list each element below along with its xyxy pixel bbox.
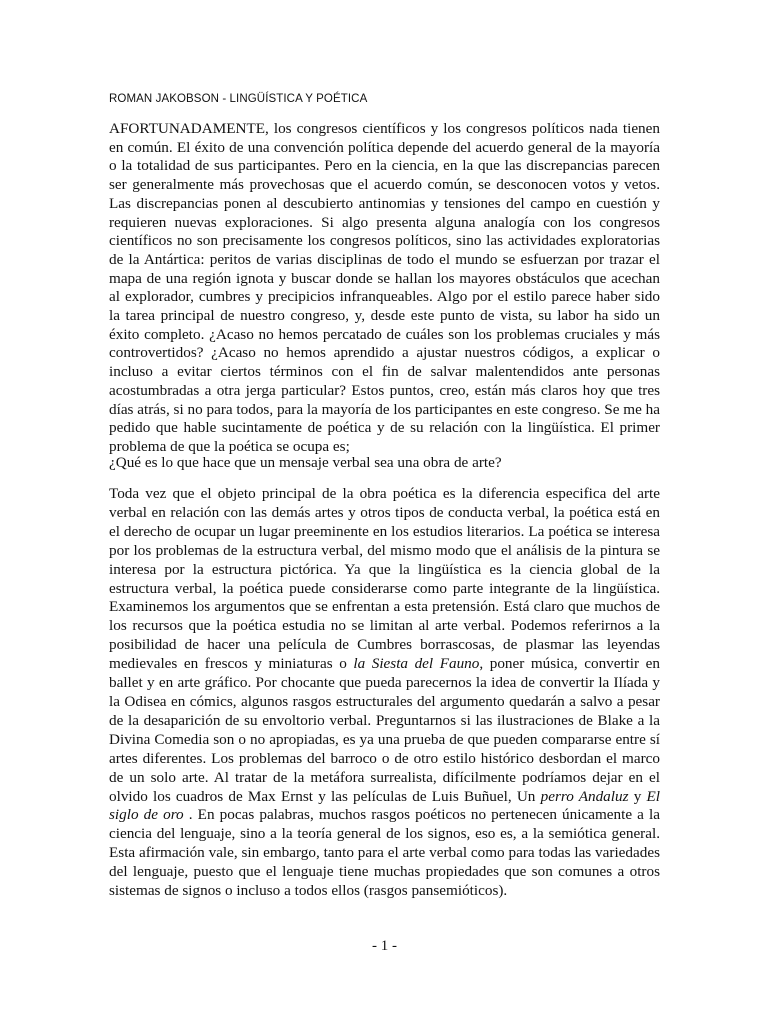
paragraph-intro: AFORTUNADAMENTE, los congresos científicos y los congresos políticos nada tienen en común. El éxito de una convención política depende del acuerdo general de la mayoría o la totalidad de sus participantes. Pero en la ciencia, en la que las discrepancias parecen ser generalmente más provechosas que el acuerdo común, se desconocen votos y vetos. Las discrepancias ponen al descubierto antinomias y tensiones del campo en cuestión y requieren nuevas exploraciones. Si algo presenta alguna analogía con los congresos científicos no son precisamente los congresos políticos, sino las actividades exploratorias de la Antártica: peritos de varias disciplinas de todo el mundo se esfuerzan por trazar el mapa de una región ignota y buscar donde se hallan los mayores obstáculos que acechan al explorador, cumbres y precipicios infranqueables. Algo por el estilo parece haber sido la tarea principal de nuestro congreso, y, desde este punto de vista, su labor ha sido un éxito completo. ¿Acaso no hemos percatado de cuáles son los problemas cruciales y más controvertidos? ¿Acaso no hemos aprendido a ajustar nuestros códigos, a explicar o incluso a evitar ciertos términos con el fin de salvar malentendidos ante personas acostumbradas a otra jerga particular? Estos puntos, creo, están más claros hoy que tres días atrás, si no para todos, para la mayoría de los participantes en este congreso. Se me ha pedido que hable sucintamente de poética y de su relación con la lingüística. El primer problema de que la poética se ocupa es;: [109, 120, 660, 455]
work-title-siesta-del-fauno: la Siesta del Fauno: [353, 655, 480, 673]
document-title: ROMAN JAKOBSON - LINGÜÍSTICA Y POÉTICA: [109, 93, 368, 105]
paragraph-main: [109, 485, 660, 901]
paragraph-main-text-2: , poner música, convertir en ballet y en arte gráfico. Por chocante que pueda parecernos la idea de convertir la Ilíada y la Odisea en cómics, algunos rasgos estructurales del argumento quedarán a salvo a pesar de la desaparición de su envoltorio verbal. Preguntarnos si las ilustraciones de Blake a la Divina Comedia son o no apropiadas, es ya una prueba de que pueden compararse entre sí artes diferentes. Los problemas del barroco o de otro estilo histórico desbordan el marco de un solo arte. Al tratar de la metáfora surrealista, difícilmente podríamos dejar en el olvido los cuadros de Max Ernst y las películas de Luis Buñuel, Un: [109, 655, 660, 805]
paragraph-main-text-1: Toda vez que el objeto principal de la obra poética es la diferencia especifica del arte verbal en relación con las demás artes y otros tipos de conducta verbal, la poética está en el derecho de ocupar un lugar preeminente en los estudios literarios. La poética se interesa por los problemas de la estructura verbal, del mismo modo que el análisis de la pintura se interesa por la estructura pictórica. Ya que la lingüística es la ciencia global de la estructura verbal, la poética puede considerarse como parte integrante de la lingüística. Examinemos los argumentos que se enfrentan a esta pretensión. Está claro que muchos de los recursos que la poética estudia no se limitan al arte verbal. Podemos referirnos a la posibilidad de hacer una película de Cumbres borrascosas, de plasmar las leyendas medievales en frescos y miniaturas o: [109, 485, 660, 673]
paragraph-main-text-3: y: [628, 787, 647, 805]
work-title-perro-andaluz: perro Andaluz: [540, 787, 629, 805]
page-number: - 1 -: [372, 938, 397, 954]
paragraph-question: ¿Qué es lo que hace que un mensaje verbal sea una obra de arte?: [109, 454, 502, 471]
paragraph-main-text-4: . En pocas palabras, muchos rasgos poéticos no pertenecen únicamente a la ciencia del lenguaje, sino a la teoría general de los signos, eso es, a la semiótica general. Esta afirmación vale, sin embargo, tanto para el arte verbal como para todas las variedades del lenguaje, puesto que el lenguaje tiene muchas propiedades que son comunes a otros sistemas de signos o incluso a todos ellos (rasgos pansemióticos).: [109, 806, 660, 900]
work-title-siglo-de-oro: El siglo de oro: [109, 787, 661, 824]
